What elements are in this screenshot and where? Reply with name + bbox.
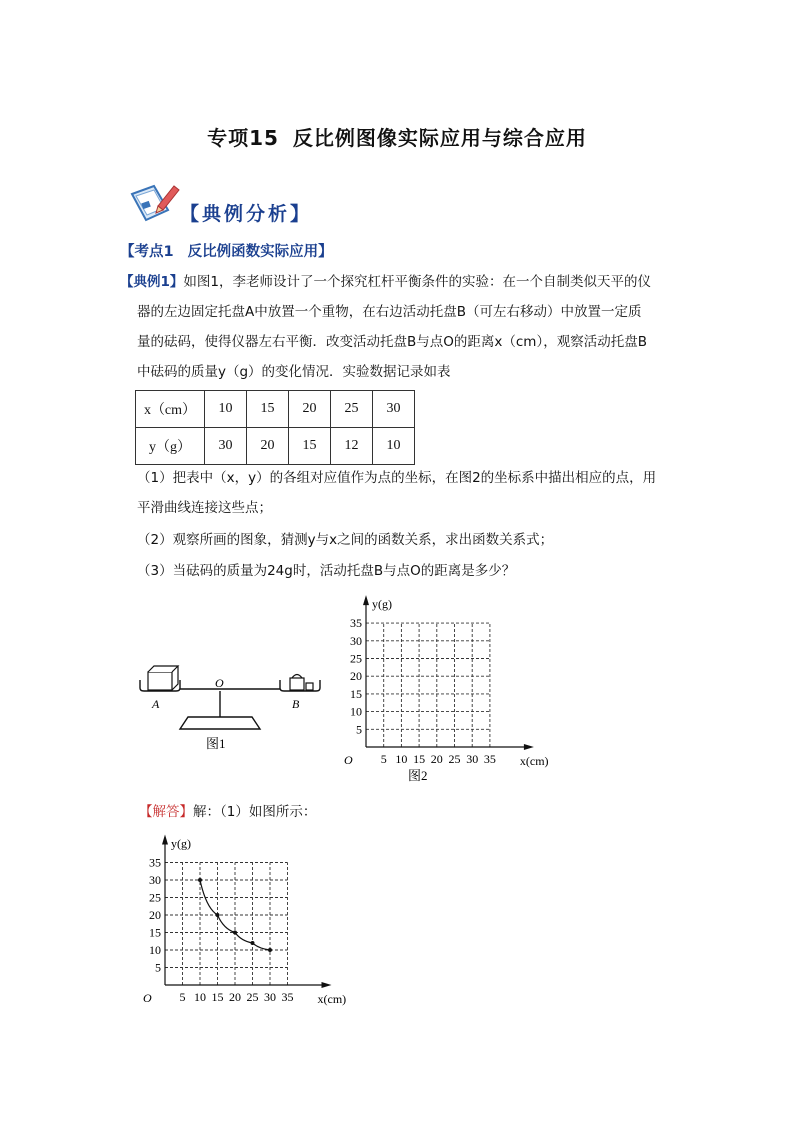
table-cell: 12	[331, 428, 373, 465]
data-point	[216, 913, 220, 917]
y-tick-label: 5	[356, 722, 362, 737]
label-o: O	[215, 676, 224, 690]
y-tick-label: 10	[350, 704, 362, 719]
x-tick-label: 35	[281, 990, 294, 1004]
question-2: （2）观察所画的图象，猜测y与x之间的函数关系，求出函数关系式；	[137, 532, 554, 548]
x-tick-label: 5	[380, 752, 387, 766]
y-tick-label: 30	[350, 633, 362, 648]
section-heading: 【典例分析】	[180, 203, 313, 225]
y-tick-label: 25	[149, 890, 161, 905]
data-point	[233, 931, 237, 935]
table-header-y: y（g）	[136, 428, 205, 465]
example-line-2: 器的左边固定托盘A中放置一个重物，在右边活动托盘B（可左右移动）中放置一定质	[137, 304, 642, 320]
figure-2-grid	[338, 590, 549, 790]
x-tick-label: 5	[179, 990, 186, 1004]
x-tick-label: 15	[413, 752, 426, 766]
y-tick-label: 25	[350, 651, 362, 666]
tick-labels	[350, 616, 496, 766]
counterweight	[290, 675, 313, 691]
y-tick-label: 35	[350, 616, 362, 631]
x-tick-label: 35	[483, 752, 496, 766]
origin-label: O	[344, 753, 353, 767]
example-label: 【典例1】	[120, 274, 184, 290]
table-cell: 25	[331, 391, 373, 428]
x-tick-label: 25	[448, 752, 461, 766]
table-cell: 30	[373, 391, 415, 428]
x-tick-label: 10	[395, 752, 408, 766]
y-tick-label: 10	[149, 943, 161, 957]
question-1: （1）把表中（x，y）的各组对应值作为点的坐标，在图2的坐标系中描出相应的点，用	[137, 470, 657, 486]
data-point	[251, 941, 255, 945]
table-cell: 20	[289, 391, 331, 428]
figure-1-balance	[130, 655, 330, 755]
topic-heading: 【考点1 反比例函数实际应用】	[120, 244, 333, 260]
label-b: B	[292, 697, 300, 711]
y-axis-arrow	[363, 595, 369, 605]
origin-label: O	[143, 991, 152, 1005]
y-axis-label: y(g)	[171, 836, 191, 851]
y-tick-label: 35	[149, 855, 161, 870]
question-1-cont: 平滑曲线连接这些点；	[137, 500, 272, 516]
x-axis-label: x(cm)	[519, 754, 549, 768]
table-header-x: x（cm）	[136, 391, 205, 428]
x-axis-arrow	[524, 744, 534, 750]
figure-2-caption: 图2	[408, 768, 428, 783]
figure-1-caption: 图1	[206, 736, 226, 751]
table-cell: 20	[247, 428, 289, 465]
x-tick-label: 10	[194, 990, 206, 1004]
x-tick-label: 25	[246, 990, 259, 1004]
grid-lines	[366, 623, 490, 747]
y-axis-arrow	[162, 835, 168, 845]
data-table	[135, 390, 415, 465]
x-tick-label: 20	[430, 752, 443, 766]
x-tick-label: 20	[229, 990, 241, 1004]
weight-cube	[148, 666, 178, 690]
page-title: 专项15 反比例图像实际应用与综合应用	[207, 126, 587, 150]
table-cell: 10	[205, 391, 247, 428]
example-line-1: 【典例1】如图1，李老师设计了一个探究杠杆平衡条件的实验：在一个自制类似天平的仪	[120, 274, 651, 290]
question-3: （3）当砝码的质量为24g时，活动托盘B与点O的距离是多少？	[137, 563, 516, 579]
y-tick-label: 15	[350, 686, 362, 701]
x-axis-label: x(cm)	[317, 992, 347, 1006]
y-tick-label: 20	[350, 669, 362, 684]
stand-base	[180, 717, 260, 729]
axes	[363, 595, 534, 750]
y-tick-label: 20	[149, 908, 161, 922]
x-tick-label: 30	[264, 990, 276, 1004]
x-axis-arrow	[322, 982, 332, 988]
notebook-pencil-icon	[128, 180, 182, 226]
answer-line: 【解答】解：（1）如图所示：	[139, 804, 317, 820]
y-tick-label: 30	[149, 873, 161, 887]
axes	[162, 835, 332, 989]
example-line-3: 量的砝码，使得仪器左右平衡．改变活动托盘B与点O的距离x（cm），观察活动托盘B	[137, 334, 647, 350]
label-a: A	[152, 697, 160, 711]
table-cell: 15	[247, 391, 289, 428]
y-axis-label: y(g)	[372, 597, 392, 612]
table-row	[136, 391, 415, 428]
x-tick-label: 30	[466, 752, 479, 766]
data-point	[198, 878, 202, 882]
table-cell: 30	[205, 428, 247, 465]
table-row	[136, 428, 415, 465]
y-tick-label: 15	[149, 925, 161, 940]
answer-label: 【解答】	[139, 804, 193, 820]
data-point	[268, 948, 272, 952]
y-tick-label: 5	[155, 960, 161, 975]
x-tick-label: 15	[211, 990, 224, 1004]
table-cell: 10	[373, 428, 415, 465]
table-cell: 15	[289, 428, 331, 465]
answer-chart	[140, 830, 347, 1010]
grid-lines	[165, 863, 288, 986]
example-line-4: 中砝码的质量y（g）的变化情况．实验数据记录如表	[137, 364, 451, 380]
tick-labels	[149, 856, 294, 1005]
